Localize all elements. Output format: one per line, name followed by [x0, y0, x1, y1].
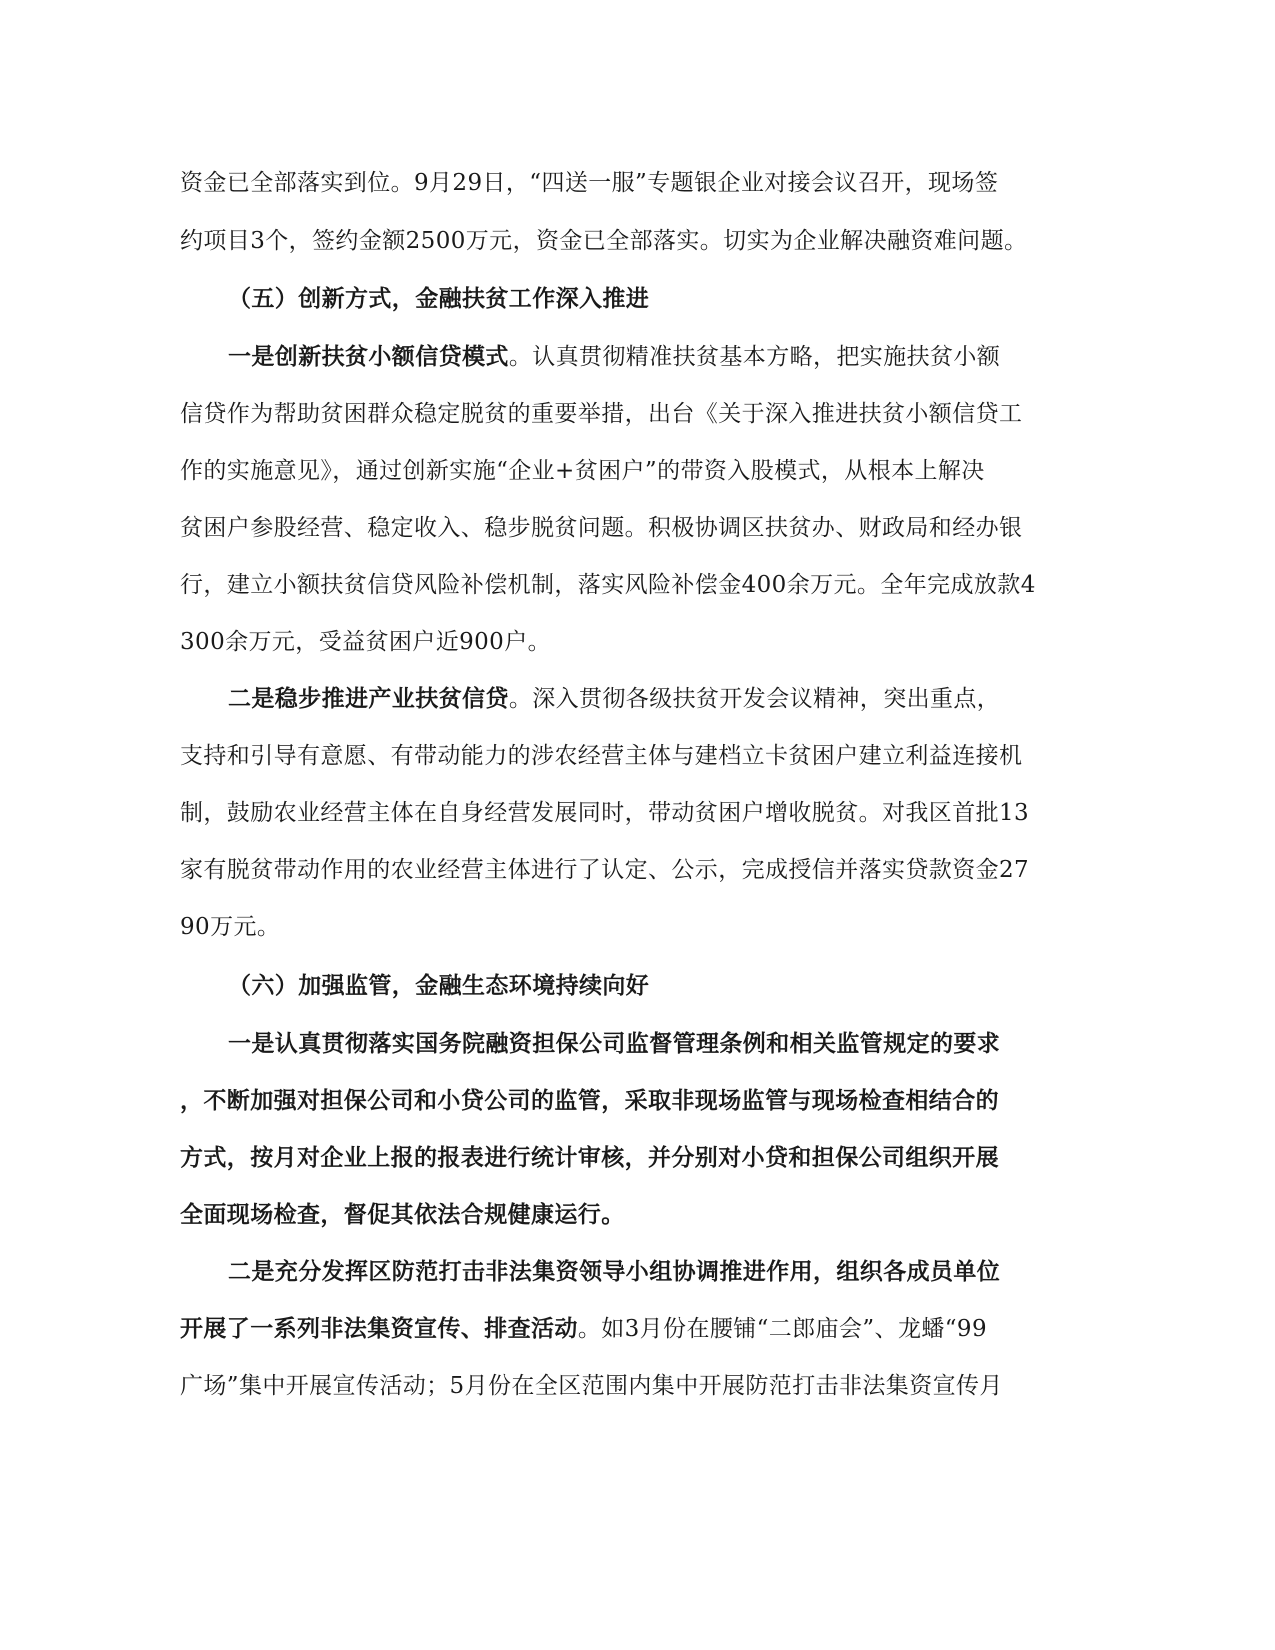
paragraph-line — [228, 340, 1040, 374]
heading-text: （六）加强监管，金融生态环境持续向好 — [228, 972, 650, 999]
line-text: 资金已全部落实到位。9月29日，“四送一服”专题银企业对接会议召开，现场签 — [180, 170, 999, 196]
bold-lead: 二是充分发挥区防范打击非法集资领导小组协调推进作用，组织各成员单位 — [228, 1258, 1001, 1285]
paragraph-line — [180, 1084, 1040, 1118]
line-text: 支持和引导有意愿、有带动能力的涉农经营主体与建档立卡贫困户建立利益连接机 — [180, 743, 1023, 769]
paragraph-line — [228, 1027, 1040, 1061]
paragraph-line — [180, 166, 1040, 200]
line-text: 行，建立小额扶贫信贷风险补偿机制，落实风险补偿金400余万元。全年完成放款4 — [180, 572, 1036, 598]
line-text: 家有脱贫带动作用的农业经营主体进行了认定、公示，完成授信并落实贷款资金27 — [180, 857, 1030, 883]
bold-text: 方式，按月对企业上报的报表进行统计审核，并分别对小贷和担保公司组织开展 — [180, 1144, 999, 1171]
paragraph-line — [180, 397, 1040, 431]
paragraph-line — [180, 1369, 1040, 1403]
bold-lead: 一是认真贯彻落实国务院融资担保公司监督管理条例和相关监管规定的要求 — [228, 1030, 1001, 1057]
line-text: 作的实施意见》，通过创新实施“企业+贫困户”的带资入股模式，从根本上解决 — [180, 458, 985, 484]
line-text: 。深入贯彻各级扶贫开发会议精神，突出重点， — [508, 686, 1001, 712]
paragraph-line — [228, 1255, 1040, 1289]
bold-text: 全面现场检查，督促其依法合规健康运行。 — [180, 1201, 625, 1228]
paragraph-line — [228, 682, 1040, 716]
paragraph-line — [180, 224, 1040, 258]
line-text: 贫困户参股经营、稳定收入、稳步脱贫问题。积极协调区扶贫办、财政局和经办银 — [180, 515, 1023, 541]
bold-lead: 一是创新扶贫小额信贷模式 — [228, 343, 509, 370]
paragraph-line — [180, 1198, 1040, 1232]
paragraph-line — [180, 910, 1040, 944]
bold-lead: 二是稳步推进产业扶贫信贷 — [228, 685, 509, 712]
bold-text: 开展了一系列非法集资宣传、排查活动 — [180, 1315, 578, 1342]
paragraph-line — [180, 568, 1040, 602]
paragraph-line — [180, 1141, 1040, 1175]
paragraph-line — [180, 796, 1040, 830]
line-text: 约项目3个，签约金额2500万元，资金已全部落实。切实为企业解决融资难问题。 — [180, 228, 1028, 254]
paragraph-line — [180, 1312, 1040, 1346]
paragraph-line — [180, 625, 1040, 659]
line-text: 300余万元，受益贫困户近900户。 — [180, 629, 551, 655]
heading-text: （五）创新方式，金融扶贫工作深入推进 — [228, 285, 650, 312]
line-text: 90万元。 — [180, 914, 281, 940]
line-text: 。认真贯彻精准扶贫基本方略，把实施扶贫小额 — [508, 344, 1001, 370]
paragraph-line — [180, 454, 1040, 488]
paragraph-line — [180, 511, 1040, 545]
line-text: 信贷作为帮助贫困群众稳定脱贫的重要举措，出台《关于深入推进扶贫小额信贷工 — [180, 401, 1023, 427]
bold-text: ，不断加强对担保公司和小贷公司的监管，采取非现场监管与现场检查相结合的 — [180, 1087, 999, 1114]
paragraph-line — [180, 853, 1040, 887]
line-text: 制，鼓励农业经营主体在自身经营发展同时，带动贫困户增收脱贫。对我区首批13 — [180, 800, 1030, 826]
paragraph-line — [180, 739, 1040, 773]
line-text: 广场”集中开展宣传活动；5月份在全区范围内集中开展防范打击非法集资宣传月 — [180, 1373, 1003, 1399]
section-heading-5 — [228, 282, 1040, 316]
line-text: 。如3月份在腰铺“二郎庙会”、龙蟠“99 — [577, 1316, 987, 1342]
section-heading-6 — [228, 969, 1040, 1003]
